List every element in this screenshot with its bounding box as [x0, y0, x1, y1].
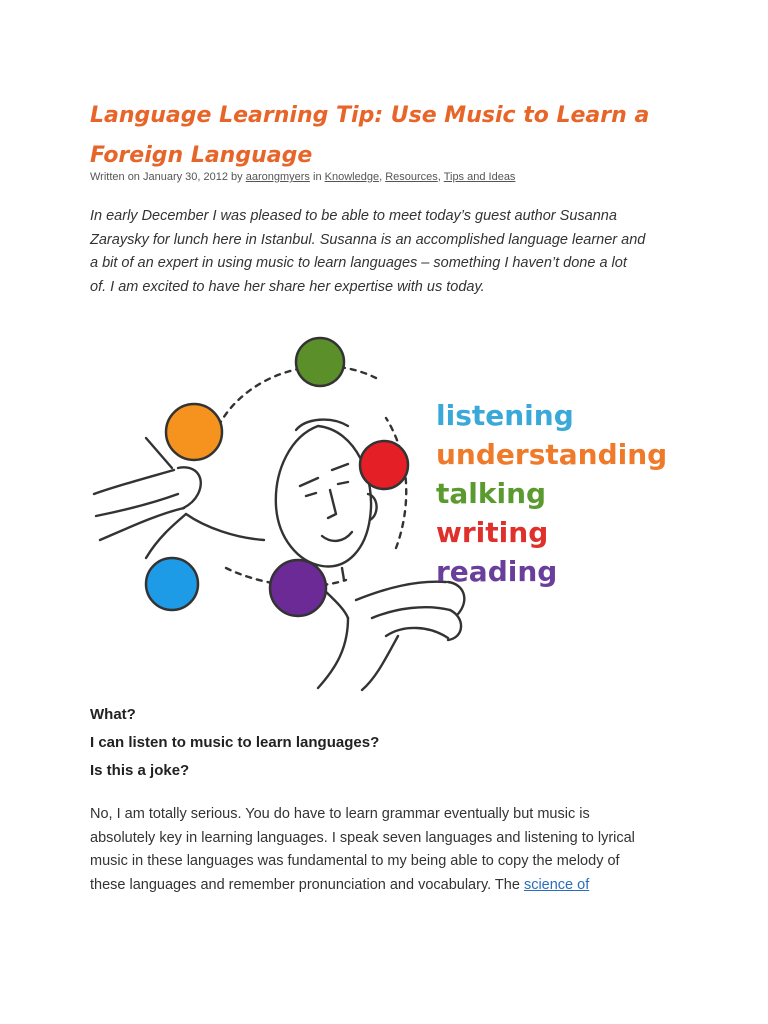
- body-line-1: No, I am totally serious. You do have to learn grammar eventually but music is: [90, 806, 590, 822]
- word-writing: writing: [436, 516, 549, 549]
- juggler-illustration: [86, 318, 686, 696]
- science-link[interactable]: science of: [523, 876, 590, 893]
- title-line-2: Foreign Language: [90, 143, 313, 168]
- intro-paragraph: [90, 205, 690, 299]
- category-link-knowledge[interactable]: Knowledge: [324, 171, 380, 183]
- juggler-figure: [94, 366, 464, 690]
- skill-words: [436, 399, 667, 588]
- author-link[interactable]: aarongmyers: [245, 171, 310, 183]
- ball-purple: [270, 560, 326, 616]
- byline-date: Written on January 30, 2012 by: [90, 171, 243, 183]
- body-line-4: these languages and remember pronunciation and vocabulary. The: [90, 876, 524, 893]
- intro-line-2: Zaraysky for lunch here in Istanbul. Susanna is an accomplished language learner and: [90, 231, 646, 248]
- ball-green: [296, 338, 344, 386]
- question-listen: I can listen to music to learn languages?: [90, 734, 380, 751]
- ball-red: [360, 441, 408, 489]
- word-reading: reading: [436, 555, 558, 588]
- ball-orange: [166, 404, 222, 460]
- intro-line-3a: a bit of an expert in using music to learn languages: [90, 255, 418, 271]
- body-line-3: music in these languages was fundamental to my being able to copy the melody of: [90, 853, 620, 869]
- category-link-resources[interactable]: Resources: [385, 171, 438, 183]
- question-what: What?: [90, 706, 136, 723]
- ball-blue: [146, 558, 198, 610]
- question-joke: Is this a joke?: [90, 762, 190, 779]
- title-line-1: Language Learning Tip: Use Music to Learn a: [90, 103, 650, 128]
- body-paragraph: [90, 803, 680, 897]
- word-talking: talking: [436, 477, 547, 510]
- juggling-balls: [146, 338, 408, 616]
- intro-line-4: of. I am excited to have her share her expertise with us today.: [90, 278, 485, 295]
- intro-line-1: In early December I was pleased to be able to meet today’s guest author Susanna: [90, 208, 617, 224]
- category-link-tips[interactable]: Tips and Ideas: [443, 171, 516, 183]
- intro-line-3b: – something I haven’t done a lot: [417, 255, 627, 271]
- article-title: [90, 96, 650, 176]
- byline: Written on January 30, 2012 by aarongmyers in Knowledge, Resources, Tips and Ideas: [90, 171, 516, 183]
- word-understanding: understanding: [436, 438, 668, 471]
- body-line-2: absolutely key in learning languages. I speak seven languages and listening to lyrical: [90, 829, 635, 846]
- byline-in: in: [313, 171, 322, 183]
- word-listening: listening: [436, 399, 574, 432]
